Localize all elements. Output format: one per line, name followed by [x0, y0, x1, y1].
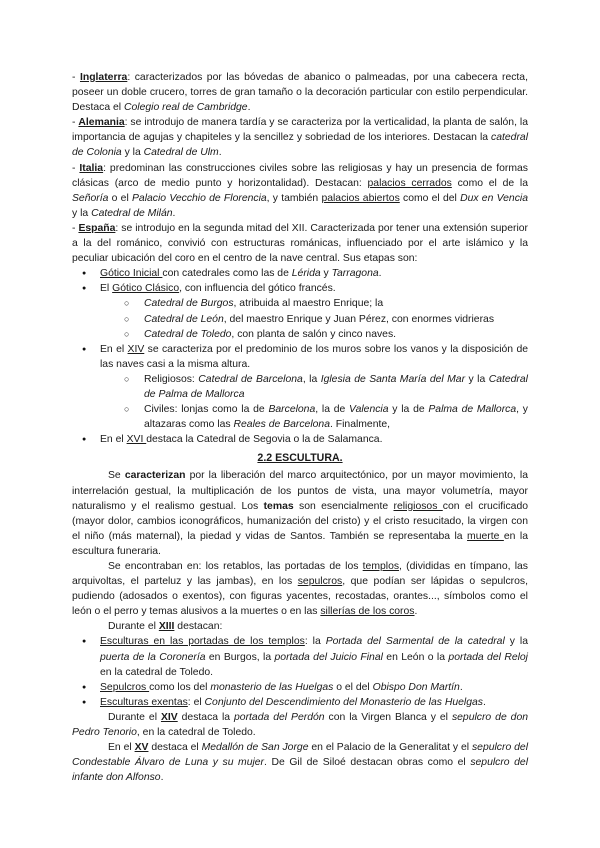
list-item: ● Esculturas en las portadas de los templos: la Portada del Sarmental de la catedral y la puerta de la Coronería en Burgos, la portada del Juicio Final en León o la portada del Reloj en la catedral de Toledo. [72, 634, 528, 679]
list-item: ● El Gótico Clásico, con influencia del gótico francés. [72, 281, 528, 296]
list-item: ● En el XIV se caracteriza por el predominio de los muros sobre los vanos y la disposición de las naves casi a la misma altura. [72, 342, 528, 372]
xiv-sublist [72, 372, 528, 432]
section-title: 2.2 ESCULTURA. [257, 452, 343, 465]
list-item: ○ Civiles: lonjas como la de Barcelona, la de Valencia y la de Palma de Mallorca, y altazaras como las Reales de Barcelona. Finalmente, [72, 402, 528, 432]
list-item: ○ Catedral de León, del maestro Enrique y Juan Pérez, con enormes vidrieras [72, 312, 528, 327]
region-label: Alemania [78, 117, 125, 129]
paragraph-xv: En el XV destaca el Medallón de San Jorge en el Palacio de la Generalitat y el sepulcro del Condestable Álvaro de Luna y su mujer. De Gil de Siloé destacan obras como el sepulcro del infante don Alfonso. [72, 742, 529, 784]
region-label: España [78, 222, 116, 234]
monument-name: Catedral de Milán [91, 207, 173, 219]
paragraph-xiv: Durante el XIV destaca la portada del Perdón con la Virgen Blanca y el sepulcro de don Pedro Tenorio, en la catedral de Toledo. [72, 711, 529, 739]
monument-name: Colegio real de Cambridge [123, 102, 248, 114]
region-label: Inglaterra [79, 72, 128, 83]
xiii-list [72, 634, 528, 709]
monument-name: Palacio Vecchio de Florencia [132, 192, 267, 204]
monument-name: Dux en Vencia [460, 192, 528, 204]
paragraph-inglaterra: - Inglaterra: caracterizados por las bóvedas de abanico o palmeadas, por una cabecera recta, poseer un doble crucero, torres de gran tamaño o la decoración particular con estilo perpendicular. Destaca el Colegio real de Cambridge. [72, 72, 528, 114]
paragraph-alemania: - Alemania: se introdujo de manera tardía y se caracteriza por la verticalidad, la planta de salón, la importancia de agujas y chapiteles y la sencillez y sobriedad de los interiores. Destacan la catedral de Colonia y la Catedral de Ulm. [72, 117, 528, 159]
list-item: ● Gótico Inicial con catedrales como las de Lérida y Tarragona. [72, 266, 528, 281]
list-item: ○ Catedral de Toledo, con planta de salón y cinco naves. [72, 327, 528, 342]
paragraph-xiii-intro: Durante el XIII destacan: [108, 621, 223, 633]
paragraph-escultura-caracteristicas: Se caracterizan por la liberación del marco arquitectónico, por un mayor movimiento, la interrelación gestual, la multiplicación de los puntos de vista, una mayor volumetría, mayor naturalismo y el realismo gestual. Los temas son esencialmente religiosos con el crucificado (mayor dolor, cambios iconográficos, humanización del cristo) y el cristo resucitado, la virgen con el niño (más maternal), la piedad y vidas de Santos. También se representaba la muerte en la escultura funeraria. [72, 470, 529, 557]
list-item: ○ Catedral de Burgos, atribuida al maestro Enrique; la [72, 296, 528, 311]
gotico-clasico-sublist [72, 296, 528, 341]
list-item: ○ Religiosos: Catedral de Barcelona, la Iglesia de Santa María del Mar y la Catedral de Palma de Mallorca [72, 372, 528, 402]
monument-name: Catedral de Ulm [143, 147, 219, 159]
list-item: ● En el XVI destaca la Catedral de Segovia o la de Salamanca. [72, 432, 528, 447]
paragraph-escultura-ubicacion: Se encontraban en: los retablos, las portadas de los templos, (divididas en tímpano, las arquivoltas, el parteluz y las jambas), en los sepulcros, que podían ser lápidas o sepulcros, pudiendo (adosados o exentos), con figuras yacentes, recostadas, orantes..., símbolos como el león o el perro y temas alusivos a la muertes o en las sillerías de los coros. [72, 561, 528, 618]
paragraph-espana: - España: se introdujo en la segunda mitad del XII. Caracterizada por tener una extensión superior a la del románico, convivió con estructuras románicas, influenciado por el arte islámico y la peculiar ubicación del coro en el centro de la nave central. Sus etapas son: [72, 222, 528, 265]
underlined-term: palacios abiertos [321, 192, 400, 204]
paragraph-italia: - Italia: predominan las construcciones civiles sobre las religiosas y hay un presencia de formas clásicas (arco de medio punto y horizontalidad). Destacan: palacios cerrados como el de la Señoría o el Palacio Vecchio de Florencia, y también palacios abiertos como el del Dux en Vencia y la Catedral de Milán. [72, 162, 528, 219]
region-label: Italia [79, 162, 104, 174]
spain-stages-list [72, 266, 528, 296]
monument-name: Señoría [72, 192, 109, 204]
list-item: ● Sepulcros como los del monasterio de las Huelgas o el del Obispo Don Martín. [72, 680, 528, 695]
underlined-term: palacios cerrados [367, 177, 452, 189]
list-item: ● Esculturas exentas: el Conjunto del Descendimiento del Monasterio de las Huelgas. [72, 695, 528, 710]
monument-name: catedral de Colonia [72, 132, 528, 159]
